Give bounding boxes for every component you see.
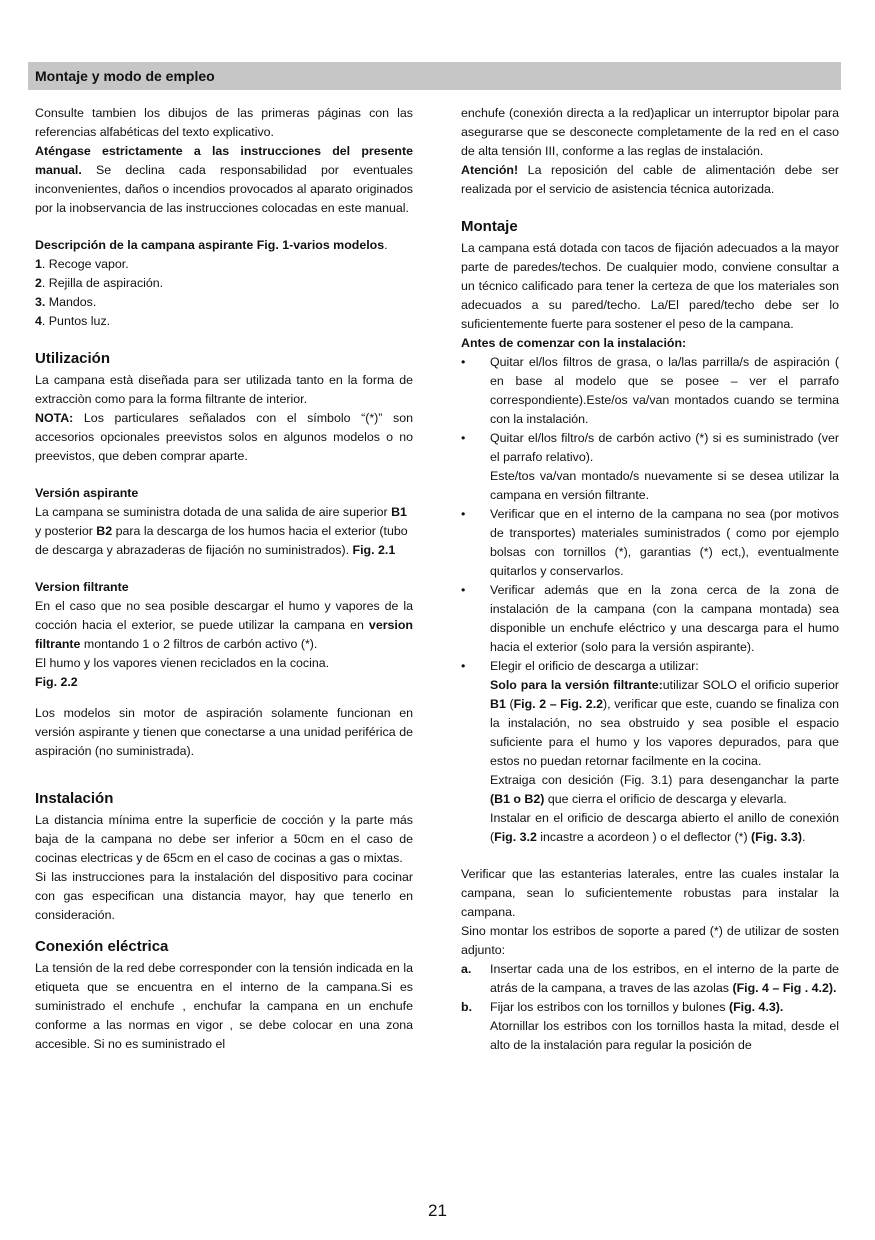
montaje-paragraph: La campana está dotada con tacos de fijación adecuados a la mayor parte de paredes/techos. De cualquier modo, conviene consultar a un técnico calificado para tener la certeza de que los materiales son adecuados a su pared/techo. La/El pared/techo debe ser lo suficientemente fuerte para sostener el peso de la campana. — [461, 241, 839, 331]
list-item: 2. Rejilla de aspiración. — [35, 276, 164, 290]
list-item: a. Insertar cada una de los estribos, en el interno de la parte de atrás de la campana, a traves de las azolas (Fig. 4 – Fig . 4.2). — [461, 962, 839, 995]
right-column — [461, 104, 839, 1055]
conexion-electrica-heading: Conexión eléctrica — [35, 938, 169, 955]
bullet-icon: • — [461, 355, 466, 369]
bullet-icon: • — [461, 507, 466, 521]
verificar-paragraph: Verificar que las estanterias laterales, entre las cuales instalar la campana, sean lo suficientemente robustas para instalar la campana. — [461, 867, 839, 919]
intro-warning: Aténgase estrictamente a las instrucciones del presente manual. Se declina cada responsabilidad por eventuales inconvenientes, daños o incendios provocados al aparato originados por la inobservancia de las instrucciones colocadas en este manual. — [35, 144, 413, 215]
version-aspirante-paragraph: La campana se suministra dotada de una salida de aire superior B1 y posterior B2 para la descarga de los humos hacia el exterior (tubo de descarga y abrazaderas de fijación no suministrados). Fig. 2.1 — [35, 505, 408, 557]
list-item: • Quitar el/los filtro/s de carbón activo (*) si es suministrado (ver el parrafo relativo). Este/tos va/van montado/s nuevamente si se desea utilizar la campana en versión filtrante. — [461, 431, 839, 502]
lettered-list — [461, 960, 839, 1055]
nota-paragraph: NOTA: Los particulares señalados con el símbolo “(*)” son accesorios opcionales preevistos solos en algunos modelos o no preevistos, que deben comprar aparte. — [35, 411, 413, 463]
instalacion-heading: Instalación — [35, 790, 114, 807]
sino-paragraph: Sino montar los estribos de soporte a pared (*) de utilizar de sosten adjunto: — [461, 924, 839, 957]
description-title: Descripción de la campana aspirante Fig. 1-varios modelos. — [35, 238, 388, 252]
antes-heading: Antes de comenzar con la instalación: — [461, 336, 687, 350]
letter-marker: a. — [461, 962, 472, 976]
version-filtrante-heading: Version filtrante — [35, 580, 129, 594]
bullet-icon: • — [461, 659, 466, 673]
atencion-paragraph: Atención! La reposición del cable de alimentación debe ser realizada por el servicio de asistencia técnica autorizada. — [461, 163, 839, 196]
utilizacion-paragraph: La campana està diseñada para ser utilizada tanto en la forma de extracciòn como para la forma filtrante de interior. — [35, 373, 413, 406]
utilizacion-heading: Utilización — [35, 350, 111, 367]
instalacion-paragraph-2: Si las instrucciones para la instalación del dispositivo para cocinar con gas especifican una distancia mayor, hay que tenerlo en consideración. — [35, 870, 413, 922]
bullet-list — [461, 353, 839, 847]
section-header — [28, 62, 841, 90]
section-title: Montaje y modo de empleo — [35, 68, 215, 84]
bullet-icon: • — [461, 431, 466, 445]
list-item: 1. Recoge vapor. — [35, 257, 129, 271]
letter-marker: b. — [461, 1000, 473, 1014]
continuation-paragraph: enchufe (conexión directa a la red)aplicar un interruptor bipolar para asegurarse que se desconecte completamente de la red en el caso de alta tensión III, conforme a las reglas de instalación. — [461, 106, 839, 158]
left-column — [35, 104, 413, 1054]
list-item: • Verificar que en el interno de la campana no sea (por motivos de transportes) materiales suministrados ( como por ejemplo bolsas con tornillos (*), garantias (*) ect,), eventualmente quitarlos y conservarlos. — [461, 507, 839, 578]
montaje-heading: Montaje — [461, 218, 518, 235]
list-item: b. Fijar los estribos con los tornillos y bulones (Fig. 4.3). Atornillar los estribos con los tornillos hasta la mitad, desde el alto de la instalación para regular la posición de — [461, 1000, 839, 1052]
description-list — [35, 255, 413, 331]
figure-reference: Fig. 2.2 — [35, 675, 78, 689]
bullet-icon: • — [461, 583, 466, 597]
version-filtrante-paragraph: En el caso que no sea posible descargar el humo y vapores de la cocción hacia el exterior, se puede utilizar la campana en version filtrante montando 1 o 2 filtros de carbón activo (*). — [35, 599, 413, 651]
list-item: • Verificar además que en la zona cerca de la zona de instalación de la campana (con la campana montada) sea disponible un enchufe eléctrico y una descarga para el humo hacia el exterior (solo para la versión aspirante). — [461, 583, 839, 654]
list-item: 4. Puntos luz. — [35, 314, 111, 328]
list-item: 3. Mandos. — [35, 295, 97, 309]
sin-motor-paragraph: Los modelos sin motor de aspiración solamente funcionan en versión aspirante y tienen que conectarse a una unidad periférica de aspiración (no suministrada). — [35, 706, 413, 758]
conexion-electrica-paragraph: La tensión de la red debe corresponder con la tensión indicada en la etiqueta que se encuentra en el interno de la campana.Si es suministrado el enchufe , enchufar la campana en un enchufe conforme a las normas en vigor , se debe colocar en una zona accesible. Si no es suministrado el — [35, 961, 413, 1051]
list-item: • Elegir el orificio de descarga a utilizar: Solo para la versión filtrante:utilizar SOLO el orificio superior B1 (Fig. 2 – Fig. 2.2), verificar que este, cuando se finaliza con la instalación, no sea obstruido y sea posible el espacio suficiente para el humo y los vapores depurados, para que estos no puedan retornar facilmente en la cocina. Extraiga con desición (Fig. 3.1) para desenganchar la parte (B1 o B2) que cierra el orificio de descarga y elevarla. Instalar en el orificio de descarga abierto el anillo de conexión (Fig. 3.2 incastre a acordeon ) o el deflector (*) (Fig. 3.3). — [461, 659, 839, 844]
recycle-paragraph: El humo y los vapores vienen reciclados en la cocina. — [35, 656, 330, 670]
version-aspirante-heading: Versión aspirante — [35, 486, 139, 500]
intro-paragraph: Consulte tambien los dibujos de las primeras páginas con las referencias alfabéticas del texto explicativo. — [35, 106, 413, 139]
list-item: • Quitar el/los filtros de grasa, o la/las parrilla/s de aspiración ( en base al modelo que se posee – ver el parrafo correspondiente).Este/os va/van montados cuando se termina con la instalación. — [461, 355, 839, 426]
page-number: 21 — [428, 1201, 447, 1220]
instalacion-paragraph-1: La distancia mínima entre la superficie de cocción y la parte más baja de la campana no debe ser inferior a 50cm en el caso de cocinas electricas y de 65cm en el caso de cocinas a gas o mixtas. — [35, 813, 413, 865]
